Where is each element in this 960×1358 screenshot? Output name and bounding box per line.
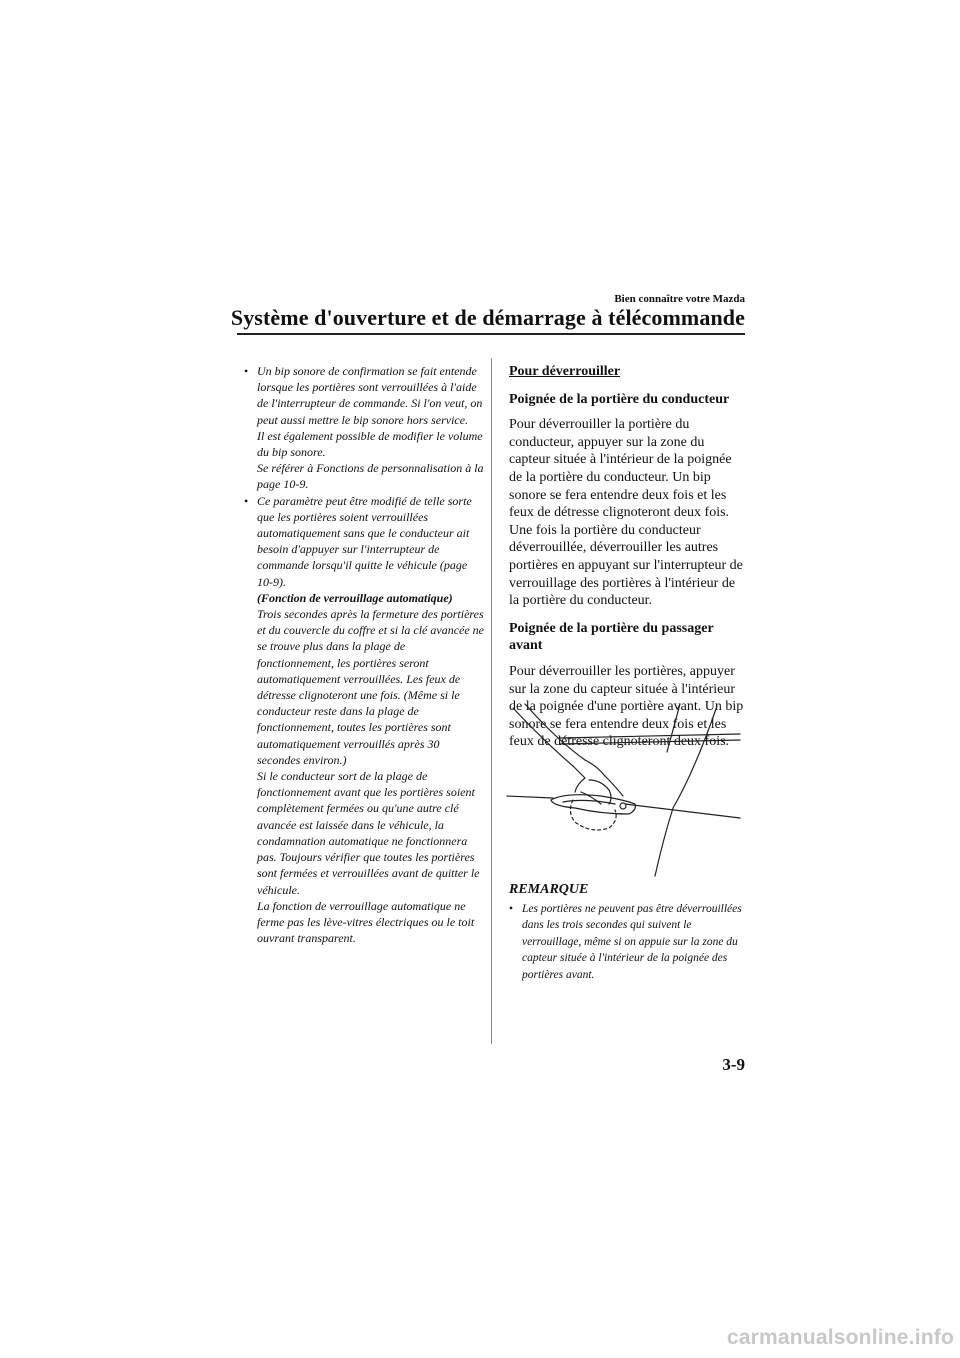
note-text: Les portières ne peuvent pas être déverrouillées dans les trois secondes qui suivent le verrouillage, même si on appuie sur la zone du capteur située à l'intérieur de la poignée des portières avant.	[522, 903, 742, 981]
paragraph: Ce paramètre peut être modifié de telle sorte que les portières soient verrouillées automatiquement sans que le conducteur ait besoin d'appuyer sur l'interrupteur de commande lorsqu'il quitte le véhicule (page 10-9).	[257, 493, 472, 589]
bullet-glyph: •	[244, 364, 249, 378]
paragraph: Se référer à Fonctions de personnalisation à la page 10-9.	[257, 461, 484, 492]
bullet-item	[509, 901, 745, 983]
paragraph: Un bip sonore de confirmation se fait entende lorsque les portières sont verrouillées à l'aide de l'interrupteur de commande. Si l'on veut, on peut aussi mettre le bip sonore hors service.	[257, 364, 483, 427]
driver-door-heading: Poignée de la portière du conducteur	[509, 391, 730, 407]
page-title: Système d'ouverture et de démarrage à télécommande	[230, 305, 745, 330]
bullet-glyph: •	[244, 493, 249, 508]
driver-door-text: Pour déverrouiller la portière du conducteur, appuyer sur la zone du capteur située à l'intérieur de la poignée de la portière du conducteur. Un bip sonore se fera entendre deux fois et les feux de détresse clignoteront deux fois. Une fois la portière du conducteur déverrouillée, déverrouiller les autres portières en appuyant sur l'interrupteur de verrouillage des portières à l'intérieur de la portière du conducteur.	[509, 417, 743, 609]
left-column	[244, 363, 484, 946]
column-divider	[491, 358, 492, 1044]
bullet-glyph: •	[509, 903, 514, 915]
paragraph: Trois secondes après la fermeture des portières et du couvercle du coffre et si la clé avancée ne se trouve plus dans la plage de fonctionnement, les portières seront automatiquement verrouillées. Les feux de détresse clignoteront une fois. (Même si le conducteur reste dans la plage de fonctionnement, toutes les portières sont automatiquement verrouillés après 30 secondes environ.)	[257, 607, 485, 767]
paragraph: Si le conducteur sort de la plage de fonctionnement avant que les portières soient complètement fermées ou qu'une autre clé avancée est laissée dans le véhicule, la condamnation automatique ne fonctionnera pas. Toujours vérifier que toutes les portières sont fermées et verrouillées avant de quitter le véhicule.	[257, 769, 480, 897]
paragraph: Il est également possible de modifier le volume du bip sonore.	[257, 428, 483, 460]
watermark: carmanualsonline.info	[726, 1326, 954, 1349]
bold-subtitle: (Fonction de verrouillage automatique)	[257, 590, 453, 605]
page-number: 3-9	[722, 1055, 745, 1074]
header-rule	[237, 333, 745, 335]
passenger-door-text: Pour déverrouiller les portières, appuyer sur la zone du capteur située à l'intérieur de la poignée d'une portière avant. Un bip sonore se fera entendre deux fois et les feux de détresse clignoteront deux fois.	[509, 663, 744, 750]
bullet-item	[244, 493, 484, 947]
note-title: REMARQUE	[509, 882, 589, 897]
paragraph: La fonction de verrouillage automatique ne ferme pas les lève-vitres électriques ou le toit ouvrant transparent.	[257, 898, 475, 946]
header-section-label: Bien connaître votre Mazda	[614, 293, 745, 305]
section-heading: Pour déverrouiller	[509, 364, 621, 379]
bullet-item	[244, 363, 484, 493]
passenger-door-heading: Poignée de la portière du passager avant	[509, 620, 714, 654]
note-box	[509, 901, 745, 983]
door-handle-illustration	[505, 700, 745, 878]
